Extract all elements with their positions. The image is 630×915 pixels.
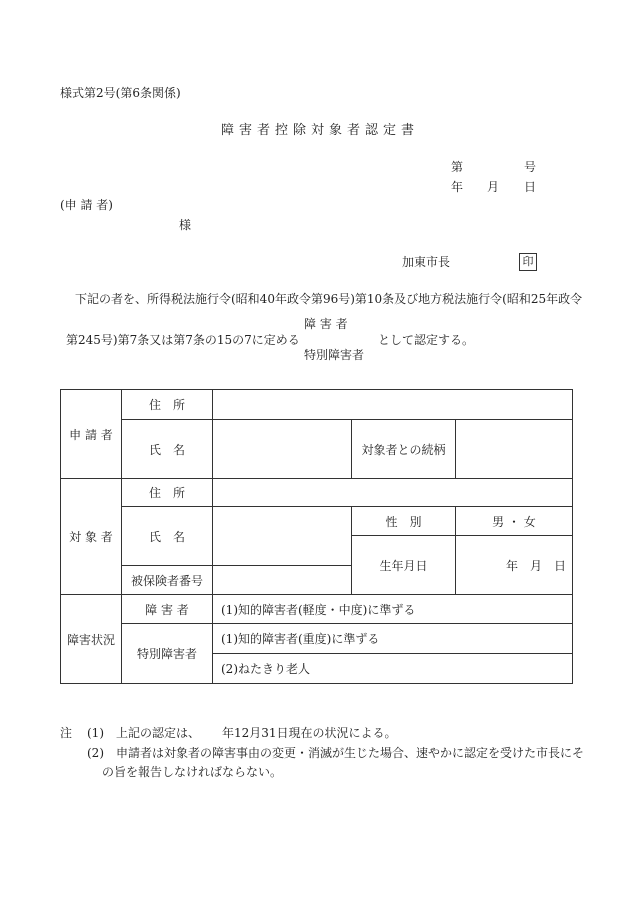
subject-address-label: 住 所 — [122, 479, 213, 507]
table-row — [61, 390, 573, 420]
insured-number-label: 被保険者番号 — [122, 566, 213, 595]
gender-options[interactable]: 男 ・ 女 — [456, 507, 573, 536]
applicant-address-label: 住 所 — [122, 390, 213, 420]
option-special-disabled: 特別障害者 — [304, 348, 365, 362]
date-month: 月 — [487, 180, 500, 194]
subject-name-label: 氏 名 — [122, 507, 213, 566]
relation-label: 対象者との続柄 — [352, 420, 456, 479]
relation-field[interactable] — [456, 420, 573, 479]
birthdate-label: 生年月日 — [352, 536, 456, 595]
note-1-text-a: 上記の認定は、 — [116, 726, 201, 740]
seal-mark: 印 — [519, 253, 537, 271]
applicant-address-field[interactable] — [213, 390, 573, 420]
status-option-3[interactable]: (2)ねたきり老人 — [213, 654, 573, 684]
mayor-name: 加東市長 — [402, 255, 451, 269]
disabled-label: 障 害 者 — [122, 595, 213, 624]
applicant-header: 申 請 者 — [61, 390, 122, 479]
certification-table — [60, 389, 573, 684]
document-title: 障害者控除対象者認定書 — [221, 123, 420, 138]
subject-header: 対 象 者 — [61, 479, 122, 595]
note-1-number: (1) — [87, 726, 104, 740]
form-number: 様式第2号(第6条関係) — [60, 86, 181, 100]
subject-name-field[interactable] — [213, 507, 352, 566]
body-line-1: 下記の者を、所得税法施行令(昭和40年政令第96号)第10条及び地方税法施行令(昭和25年政令 — [75, 292, 583, 306]
special-disabled-label: 特別障害者 — [122, 624, 213, 684]
table-row — [61, 507, 573, 536]
status-header: 障害状況 — [61, 595, 122, 684]
note-2-line-2: の旨を報告しなければならない。 — [102, 765, 283, 779]
note-2-line-1: 申請者は対象者の障害事由の変更・消滅が生じた場合、速やかに認定を受けた市長にそ — [116, 746, 585, 760]
date-day: 日 — [524, 180, 537, 194]
note-2-number: (2) — [87, 746, 104, 760]
birthdate-field[interactable]: 年 月 日 — [456, 536, 573, 595]
notes-prefix: 注 — [60, 726, 73, 740]
insured-number-field[interactable] — [213, 566, 352, 595]
body-line-2-end: として認定する。 — [378, 333, 475, 347]
status-option-1[interactable]: (1)知的障害者(軽度・中度)に準ずる — [213, 595, 573, 624]
option-disabled: 障 害 者 — [304, 317, 348, 331]
table-row — [61, 479, 573, 507]
date-year: 年 — [451, 180, 464, 194]
number-prefix: 第 — [451, 160, 464, 174]
applicant-label: (申 請 者) — [60, 198, 113, 212]
body-line-2: 第245号)第7条又は第7条の15の7に定める — [66, 333, 300, 347]
table-row — [61, 595, 573, 624]
honorific: 様 — [179, 218, 192, 232]
number-suffix: 号 — [524, 160, 537, 174]
applicant-name-label: 氏 名 — [122, 420, 213, 479]
table-row — [61, 420, 573, 479]
applicant-name-field[interactable] — [213, 420, 352, 479]
subject-address-field[interactable] — [213, 479, 573, 507]
table-row — [61, 624, 573, 654]
status-option-2[interactable]: (1)知的障害者(重度)に準ずる — [213, 624, 573, 654]
gender-label: 性 別 — [352, 507, 456, 536]
note-1-text-b: 年12月31日現在の状況による。 — [222, 726, 397, 740]
